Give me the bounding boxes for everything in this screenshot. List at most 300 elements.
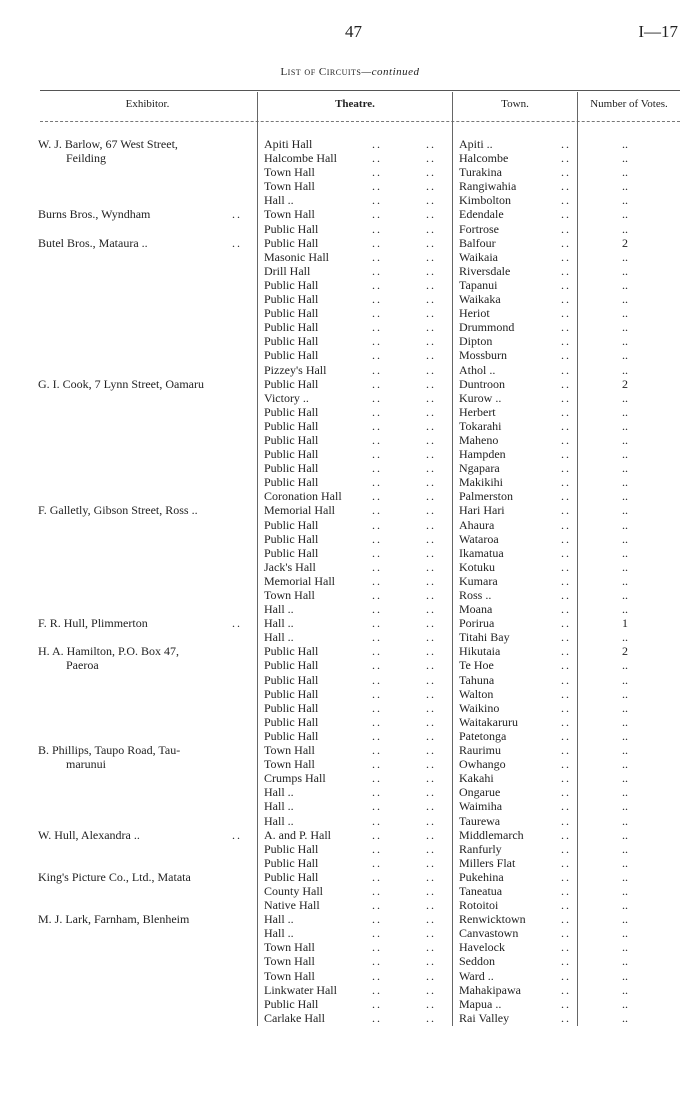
leader-dots: ..: [561, 179, 571, 194]
leader-dots: ..: [426, 362, 436, 377]
votes-cell: ..: [622, 968, 628, 983]
leader-dots: ..: [426, 545, 436, 560]
table-row: [0, 912, 700, 926]
leader-dots: ..: [426, 249, 436, 264]
leader-dots: ..: [232, 235, 242, 250]
leader-dots: ..: [561, 432, 571, 447]
leader-dots: ..: [561, 827, 571, 842]
leader-dots: ..: [426, 277, 436, 292]
leader-dots: ..: [426, 292, 436, 307]
theatre-cell: Apiti Hall: [264, 137, 313, 151]
leader-dots: ..: [426, 658, 436, 673]
leader-dots: ..: [372, 489, 382, 504]
leader-dots: ..: [426, 193, 436, 208]
leader-dots: ..: [372, 531, 382, 546]
leader-dots: ..: [372, 714, 382, 729]
exhibitor-cell: G. I. Cook, 7 Lynn Street, Oamaru: [38, 376, 204, 391]
leader-dots: ..: [372, 630, 382, 645]
votes-cell: ..: [622, 447, 628, 462]
exhibitor-cell: W. Hull, Alexandra ..: [38, 827, 140, 842]
exhibitor-cell: F. Galletly, Gibson Street, Ross ..: [38, 503, 198, 518]
leader-dots: ..: [426, 489, 436, 504]
theatre-cell: Public Hall: [264, 235, 319, 250]
table-row: [0, 1011, 700, 1025]
town-cell: Balfour: [459, 235, 496, 250]
leader-dots: ..: [372, 940, 382, 955]
theatre-cell: Hall ..: [264, 616, 294, 631]
leader-dots: ..: [372, 334, 382, 349]
leader-dots: ..: [372, 292, 382, 307]
leader-dots: ..: [561, 362, 571, 377]
table-row: [0, 193, 700, 207]
leader-dots: ..: [426, 898, 436, 913]
leader-dots: ..: [372, 376, 382, 391]
town-cell: Ranfurly: [459, 841, 502, 856]
leader-dots: ..: [561, 799, 571, 814]
leader-dots: ..: [372, 855, 382, 870]
votes-cell: ..: [622, 658, 628, 673]
leader-dots: ..: [372, 602, 382, 617]
town-cell: Te Hoe: [459, 658, 494, 673]
theatre-cell: Hall ..: [264, 912, 294, 927]
leader-dots: ..: [426, 954, 436, 969]
theatre-cell: Town Hall: [264, 207, 315, 222]
leader-dots: ..: [372, 418, 382, 433]
leader-dots: ..: [426, 940, 436, 955]
table-row: [0, 630, 700, 644]
town-cell: Hampden: [459, 447, 506, 462]
table-row: [0, 433, 700, 447]
leader-dots: ..: [426, 503, 436, 518]
leader-dots: ..: [426, 588, 436, 602]
theatre-cell: Public Hall: [264, 531, 319, 546]
table-row: [0, 320, 700, 334]
leader-dots: ..: [372, 743, 382, 758]
leader-dots: ..: [561, 517, 571, 532]
table-title: [0, 66, 700, 78]
leader-dots: ..: [372, 263, 382, 278]
leader-dots: ..: [372, 362, 382, 377]
theatre-cell: Public Hall: [264, 855, 319, 870]
table-row: [0, 264, 700, 278]
votes-cell: 2: [622, 235, 628, 250]
town-cell: Titahi Bay: [459, 630, 510, 645]
town-cell: Moana: [459, 602, 493, 617]
town-cell: Ongarue: [459, 785, 501, 800]
leader-dots: ..: [372, 461, 382, 476]
leader-dots: ..: [561, 348, 571, 363]
town-cell: Taneatua: [459, 883, 503, 898]
table-row: [0, 405, 700, 419]
leader-dots: ..: [372, 249, 382, 264]
votes-cell: ..: [622, 348, 628, 363]
leader-dots: ..: [426, 616, 436, 631]
votes-cell: ..: [622, 700, 628, 715]
leader-dots: ..: [426, 432, 436, 447]
town-cell: Kimbolton: [459, 193, 512, 208]
leader-dots: ..: [426, 165, 436, 180]
table-row: [0, 715, 700, 729]
table-row: [0, 518, 700, 532]
theatre-cell: Hall ..: [264, 926, 294, 941]
theatre-cell: Halcombe Hall: [264, 151, 337, 166]
theatre-cell: Public Hall: [264, 348, 319, 363]
leader-dots: ..: [426, 743, 436, 758]
theatre-cell: Public Hall: [264, 320, 319, 335]
theatre-cell: Public Hall: [264, 841, 319, 856]
leader-dots: ..: [372, 503, 382, 518]
theatre-cell: Public Hall: [264, 404, 319, 419]
town-cell: Mahakipawa: [459, 982, 521, 997]
leader-dots: ..: [372, 968, 382, 983]
table-row: [0, 503, 700, 517]
column-header-votes: Number of Votes.: [590, 98, 668, 110]
votes-cell: ..: [622, 757, 628, 772]
town-cell: Ngapara: [459, 461, 500, 476]
leader-dots: ..: [372, 785, 382, 800]
table-row: [0, 983, 700, 997]
votes-cell: ..: [622, 263, 628, 278]
leader-dots: ..: [372, 404, 382, 419]
leader-dots: ..: [561, 489, 571, 504]
table-row: [0, 475, 700, 489]
theatre-cell: A. and P. Hall: [264, 827, 331, 842]
leader-dots: ..: [561, 249, 571, 264]
leader-dots: ..: [561, 588, 571, 602]
table-row: [0, 673, 700, 687]
theatre-cell: Memorial Hall: [264, 503, 335, 518]
table-row: [0, 799, 700, 813]
votes-cell: ..: [622, 743, 628, 758]
town-cell: Halcombe: [459, 151, 509, 166]
votes-cell: ..: [622, 841, 628, 856]
theatre-cell: Town Hall: [264, 757, 315, 772]
leader-dots: ..: [426, 982, 436, 997]
votes-cell: ..: [622, 137, 628, 151]
exhibitor-cell: Butel Bros., Mataura ..: [38, 235, 148, 250]
table-row: [0, 616, 700, 630]
leader-dots: ..: [426, 728, 436, 743]
leader-dots: ..: [372, 545, 382, 560]
votes-cell: ..: [622, 545, 628, 560]
leader-dots: ..: [426, 151, 436, 166]
theatre-cell: Town Hall: [264, 165, 315, 180]
leader-dots: ..: [426, 785, 436, 800]
leader-dots: ..: [426, 602, 436, 617]
votes-cell: ..: [622, 179, 628, 194]
votes-cell: ..: [622, 940, 628, 955]
town-cell: Duntroon: [459, 376, 505, 391]
leader-dots: ..: [426, 799, 436, 814]
theatre-cell: Public Hall: [264, 292, 319, 307]
table-row: [0, 348, 700, 362]
town-cell: Kakahi: [459, 771, 494, 786]
votes-cell: ..: [622, 362, 628, 377]
header-rule: [40, 121, 680, 122]
leader-dots: ..: [561, 1010, 571, 1025]
town-cell: Fortrose: [459, 221, 499, 236]
exhibitor-cell: Paeroa: [66, 658, 99, 673]
leader-dots: ..: [426, 531, 436, 546]
leader-dots: ..: [372, 151, 382, 166]
votes-cell: ..: [622, 461, 628, 476]
leader-dots: ..: [372, 447, 382, 462]
leader-dots: ..: [561, 672, 571, 687]
leader-dots: ..: [561, 531, 571, 546]
theatre-cell: Public Hall: [264, 714, 319, 729]
votes-cell: ..: [622, 588, 628, 602]
leader-dots: ..: [372, 179, 382, 194]
theatre-cell: Public Hall: [264, 996, 319, 1011]
table-row: [0, 151, 700, 165]
town-cell: Walton: [459, 686, 494, 701]
leader-dots: ..: [372, 165, 382, 180]
theatre-cell: Hall ..: [264, 602, 294, 617]
leader-dots: ..: [426, 334, 436, 349]
votes-cell: ..: [622, 672, 628, 687]
town-cell: Millers Flat: [459, 855, 516, 870]
page-reference: I—17: [638, 22, 678, 41]
theatre-cell: Public Hall: [264, 869, 319, 884]
town-cell: Dipton: [459, 334, 493, 349]
table-row: [0, 179, 700, 193]
leader-dots: ..: [561, 644, 571, 659]
theatre-cell: County Hall: [264, 883, 323, 898]
leader-dots: ..: [561, 743, 571, 758]
leader-dots: ..: [561, 602, 571, 617]
votes-cell: ..: [622, 418, 628, 433]
leader-dots: ..: [426, 263, 436, 278]
table-row: [0, 658, 700, 672]
leader-dots: ..: [561, 968, 571, 983]
leader-dots: ..: [561, 912, 571, 927]
town-cell: Riversdale: [459, 263, 511, 278]
leader-dots: ..: [372, 644, 382, 659]
theatre-cell: Public Hall: [264, 334, 319, 349]
votes-cell: ..: [622, 221, 628, 236]
leader-dots: ..: [561, 235, 571, 250]
leader-dots: ..: [372, 982, 382, 997]
town-cell: Kumara: [459, 573, 498, 588]
leader-dots: ..: [372, 432, 382, 447]
leader-dots: ..: [372, 137, 382, 151]
table-row: [0, 828, 700, 842]
leader-dots: ..: [561, 404, 571, 419]
votes-cell: ..: [622, 1010, 628, 1025]
table-row: [0, 898, 700, 912]
table-row: [0, 363, 700, 377]
table-row: [0, 165, 700, 179]
leader-dots: ..: [372, 799, 382, 814]
town-cell: Tahuna: [459, 672, 495, 687]
leader-dots: ..: [561, 475, 571, 490]
votes-cell: ..: [622, 573, 628, 588]
table-title-main: List of Circuits: [280, 66, 362, 78]
leader-dots: ..: [372, 898, 382, 913]
leader-dots: ..: [372, 207, 382, 222]
theatre-cell: Hall ..: [264, 799, 294, 814]
votes-cell: ..: [622, 728, 628, 743]
town-cell: Hari Hari: [459, 503, 505, 518]
leader-dots: ..: [561, 855, 571, 870]
table-row: [0, 419, 700, 433]
leader-dots: ..: [561, 376, 571, 391]
top-rule: [40, 90, 680, 91]
leader-dots: ..: [561, 137, 571, 151]
table-row: [0, 954, 700, 968]
votes-cell: ..: [622, 432, 628, 447]
votes-cell: ..: [622, 503, 628, 518]
leader-dots: ..: [426, 714, 436, 729]
leader-dots: ..: [426, 813, 436, 828]
town-cell: Hikutaia: [459, 644, 501, 659]
leader-dots: ..: [561, 277, 571, 292]
leader-dots: ..: [426, 461, 436, 476]
leader-dots: ..: [561, 813, 571, 828]
leader-dots: ..: [426, 1010, 436, 1025]
theatre-cell: Public Hall: [264, 728, 319, 743]
leader-dots: ..: [372, 672, 382, 687]
leader-dots: ..: [372, 306, 382, 321]
table-row: [0, 236, 700, 250]
theatre-cell: Public Hall: [264, 221, 319, 236]
theatre-cell: Jack's Hall: [264, 559, 316, 574]
leader-dots: ..: [372, 813, 382, 828]
leader-dots: ..: [372, 926, 382, 941]
leader-dots: ..: [561, 390, 571, 405]
leader-dots: ..: [426, 630, 436, 645]
leader-dots: ..: [426, 517, 436, 532]
leader-dots: ..: [426, 475, 436, 490]
town-cell: Mapua ..: [459, 996, 502, 1011]
leader-dots: ..: [561, 334, 571, 349]
votes-cell: ..: [622, 799, 628, 814]
theatre-cell: Public Hall: [264, 461, 319, 476]
town-cell: Rangiwahia: [459, 179, 517, 194]
town-cell: Pukehina: [459, 869, 504, 884]
town-cell: Canvastown: [459, 926, 519, 941]
leader-dots: ..: [426, 757, 436, 772]
leader-dots: ..: [561, 714, 571, 729]
table-row: [0, 278, 700, 292]
votes-cell: ..: [622, 517, 628, 532]
votes-cell: ..: [622, 475, 628, 490]
leader-dots: ..: [561, 221, 571, 236]
leader-dots: ..: [561, 545, 571, 560]
leader-dots: ..: [372, 193, 382, 208]
theatre-cell: Hall ..: [264, 630, 294, 645]
theatre-cell: Public Hall: [264, 672, 319, 687]
leader-dots: ..: [561, 630, 571, 645]
town-cell: Athol ..: [459, 362, 496, 377]
theatre-cell: Pizzey's Hall: [264, 362, 327, 377]
leader-dots: ..: [426, 968, 436, 983]
theatre-cell: Coronation Hall: [264, 489, 342, 504]
leader-dots: ..: [561, 447, 571, 462]
leader-dots: ..: [372, 277, 382, 292]
town-cell: Taurewa: [459, 813, 501, 828]
leader-dots: ..: [561, 785, 571, 800]
town-cell: Drummond: [459, 320, 515, 335]
column-header-theatre: Theatre.: [335, 98, 375, 110]
leader-dots: ..: [372, 616, 382, 631]
leader-dots: ..: [426, 306, 436, 321]
exhibitor-cell: Feilding: [66, 151, 107, 166]
leader-dots: ..: [561, 841, 571, 856]
votes-cell: ..: [622, 686, 628, 701]
leader-dots: ..: [426, 883, 436, 898]
table-row: [0, 856, 700, 870]
town-cell: Waitakaruru: [459, 714, 519, 729]
votes-cell: ..: [622, 165, 628, 180]
leader-dots: ..: [372, 771, 382, 786]
leader-dots: ..: [426, 447, 436, 462]
leader-dots: ..: [426, 926, 436, 941]
table-row: [0, 489, 700, 503]
leader-dots: ..: [426, 771, 436, 786]
exhibitor-cell: B. Phillips, Taupo Road, Tau-: [38, 743, 181, 758]
leader-dots: ..: [561, 320, 571, 335]
table-row: [0, 461, 700, 475]
table-row: [0, 602, 700, 616]
leader-dots: ..: [372, 390, 382, 405]
leader-dots: ..: [372, 658, 382, 673]
votes-cell: ..: [622, 602, 628, 617]
leader-dots: ..: [561, 869, 571, 884]
leader-dots: ..: [561, 757, 571, 772]
leader-dots: ..: [426, 686, 436, 701]
leader-dots: ..: [426, 912, 436, 927]
table-row: [0, 292, 700, 306]
votes-cell: ..: [622, 912, 628, 927]
table-row: [0, 743, 700, 757]
table-row: [0, 306, 700, 320]
theatre-cell: Public Hall: [264, 475, 319, 490]
town-cell: Waikaka: [459, 292, 501, 307]
leader-dots: ..: [372, 912, 382, 927]
town-cell: Wataroa: [459, 531, 499, 546]
votes-cell: ..: [622, 630, 628, 645]
theatre-cell: Hall ..: [264, 193, 294, 208]
votes-cell: ..: [622, 390, 628, 405]
leader-dots: ..: [372, 517, 382, 532]
leader-dots: ..: [372, 883, 382, 898]
votes-cell: ..: [622, 714, 628, 729]
town-cell: Ward ..: [459, 968, 494, 983]
town-cell: Ross ..: [459, 588, 492, 602]
leader-dots: ..: [372, 235, 382, 250]
theatre-cell: Crumps Hall: [264, 771, 326, 786]
town-cell: Heriot: [459, 306, 490, 321]
leader-dots: ..: [561, 883, 571, 898]
leader-dots: ..: [372, 559, 382, 574]
exhibitor-cell: W. J. Barlow, 67 West Street,: [38, 137, 178, 151]
votes-cell: ..: [622, 996, 628, 1011]
theatre-cell: Carlake Hall: [264, 1010, 325, 1025]
exhibitor-cell: King's Picture Co., Ltd., Matata: [38, 869, 191, 884]
theatre-cell: Masonic Hall: [264, 249, 329, 264]
leader-dots: ..: [561, 165, 571, 180]
town-cell: Owhango: [459, 757, 506, 772]
column-header-exhibitor: Exhibitor.: [125, 98, 170, 110]
leader-dots: ..: [561, 940, 571, 955]
theatre-cell: Victory ..: [264, 390, 309, 405]
leader-dots: ..: [372, 757, 382, 772]
table-row: [0, 997, 700, 1011]
leader-dots: ..: [561, 292, 571, 307]
leader-dots: ..: [426, 418, 436, 433]
theatre-cell: Public Hall: [264, 658, 319, 673]
